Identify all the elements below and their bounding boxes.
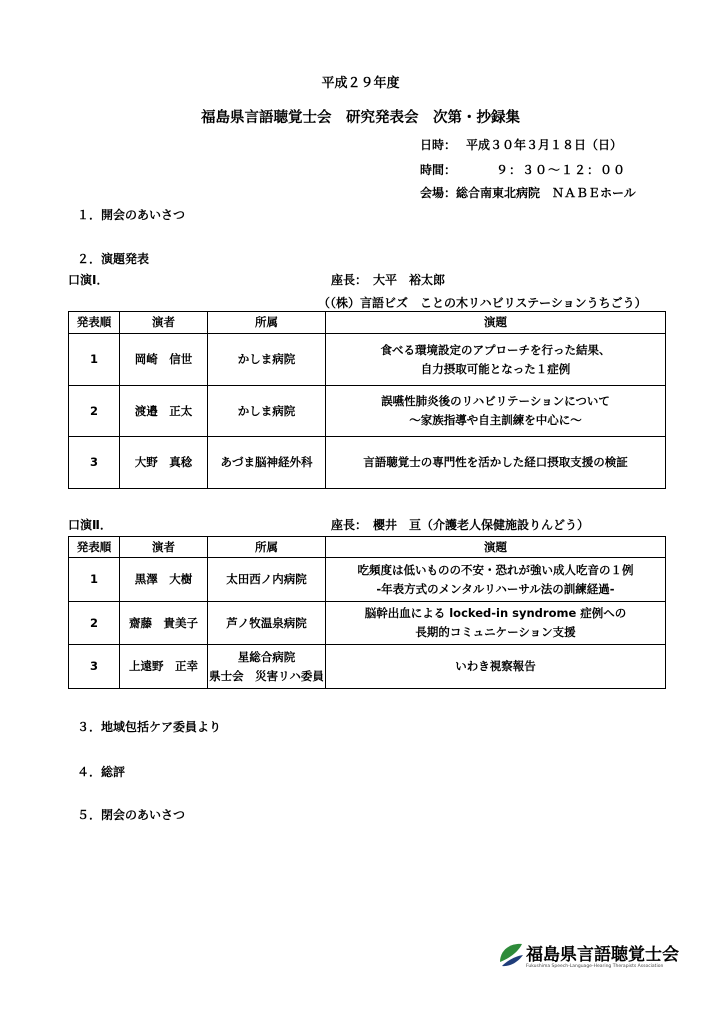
presenter-cell: 上遠野 正幸 — [120, 645, 208, 689]
order-cell: 1 — [69, 558, 120, 602]
presenter-cell: 黒澤 大樹 — [120, 558, 208, 602]
title-line: -年表方式のメンタルリハーサル法の訓練経過- — [376, 581, 615, 596]
session1-chair-affiliation: （（株）言語ビズ ことの木リハビリステーションうちごう） — [318, 296, 647, 310]
session1-label: 口演Ⅰ． — [68, 273, 109, 287]
title-line: 食べる環境設定のアプローチを行った結果、 — [380, 342, 611, 357]
time-value: ９：３０～１２：００ — [496, 163, 627, 177]
affiliation-cell: 芦ノ牧温泉病院 — [208, 602, 326, 645]
era-title: 平成２９年度 — [321, 76, 400, 91]
logo-name: 福島県言語聴覚士会 — [526, 945, 679, 965]
title-cell — [326, 386, 666, 437]
title-line: 吃頻度は低いものの不安・恐れが強い成人吃音の１例 — [357, 562, 634, 577]
section-opening: １．開会のあいさつ — [77, 208, 186, 222]
column-header: 発表順 — [69, 537, 120, 558]
session1-table — [68, 311, 666, 489]
session2-table — [68, 536, 666, 689]
session1-chair: 座長： 大平 裕太郎 — [331, 273, 446, 287]
date-value: 平成３０年３月１８日（日） — [466, 138, 623, 152]
venue: 会場：総合南東北病院 ＮＡＢＥホール — [420, 186, 636, 200]
table-row — [69, 334, 666, 386]
table-row — [69, 602, 666, 645]
order-cell: 2 — [69, 386, 120, 437]
affiliation-cell — [208, 645, 326, 689]
session2-chair: 座長： 櫻井 亘（介護老人保健施設りんどう） — [331, 518, 590, 532]
table-header-row — [69, 537, 666, 558]
title-line: 自力摂取可能となった１症例 — [420, 361, 571, 376]
date-label: 日時： — [420, 138, 457, 152]
affiliation-cell: かしま病院 — [208, 386, 326, 437]
column-header: 発表順 — [69, 312, 120, 334]
column-header: 演題 — [326, 537, 666, 558]
table-row — [69, 386, 666, 437]
title-cell: いわき視察報告 — [326, 645, 666, 689]
title-cell — [326, 334, 666, 386]
order-cell: 3 — [69, 437, 120, 489]
leaf-logo-icon — [496, 940, 524, 970]
order-cell: 3 — [69, 645, 120, 689]
section-presentations: ２．演題発表 — [77, 252, 150, 266]
presenter-cell: 渡邉 正太 — [120, 386, 208, 437]
presenter-cell: 齋藤 貴美子 — [120, 602, 208, 645]
title-cell — [326, 558, 666, 602]
table-header-row — [69, 312, 666, 334]
title-cell — [326, 602, 666, 645]
column-header: 所属 — [208, 537, 326, 558]
section-review: ４．総評 — [77, 765, 126, 779]
session2-label: 口演Ⅱ． — [68, 518, 112, 532]
table-row — [69, 645, 666, 689]
affiliation-cell: かしま病院 — [208, 334, 326, 386]
order-cell: 1 — [69, 334, 120, 386]
affiliation-cell: 太田西ノ内病院 — [208, 558, 326, 602]
presenter-cell: 大野 真稔 — [120, 437, 208, 489]
title-line: 長期的コミュニケーション支援 — [415, 625, 576, 639]
column-header: 所属 — [208, 312, 326, 334]
affiliation-line: 星総合病院 — [237, 649, 296, 664]
title-line: ～家族指導や自主訓練を中心に～ — [409, 413, 582, 427]
column-header: 演題 — [326, 312, 666, 334]
column-header: 演者 — [120, 537, 208, 558]
table-row — [69, 558, 666, 602]
section-closing: ５．閉会のあいさつ — [77, 808, 186, 822]
title-line: 脳幹出血による locked-in syndrome 症例への — [364, 606, 627, 620]
section-community-care: ３．地域包括ケア委員より — [77, 720, 222, 734]
order-cell: 2 — [69, 602, 120, 645]
affiliation-cell: あづま脳神経外科 — [208, 437, 326, 489]
time-label: 時間： — [420, 163, 457, 177]
presenter-cell: 岡崎 信世 — [120, 334, 208, 386]
affiliation-line: 県士会 災害リハ委員 — [209, 668, 324, 683]
table-row — [69, 437, 666, 489]
title-cell: 言語聴覚士の専門性を活かした経口摂取支援の検証 — [326, 437, 666, 489]
document-title: 福島県言語聴覚士会 研究発表会 次第・抄録集 — [201, 110, 520, 126]
logo-subtitle: Fukushima Speech-Language-Hearing Therapists Association — [526, 964, 664, 969]
column-header: 演者 — [120, 312, 208, 334]
title-line: 誤嚥性肺炎後のリハビリテーションについて — [381, 394, 610, 408]
